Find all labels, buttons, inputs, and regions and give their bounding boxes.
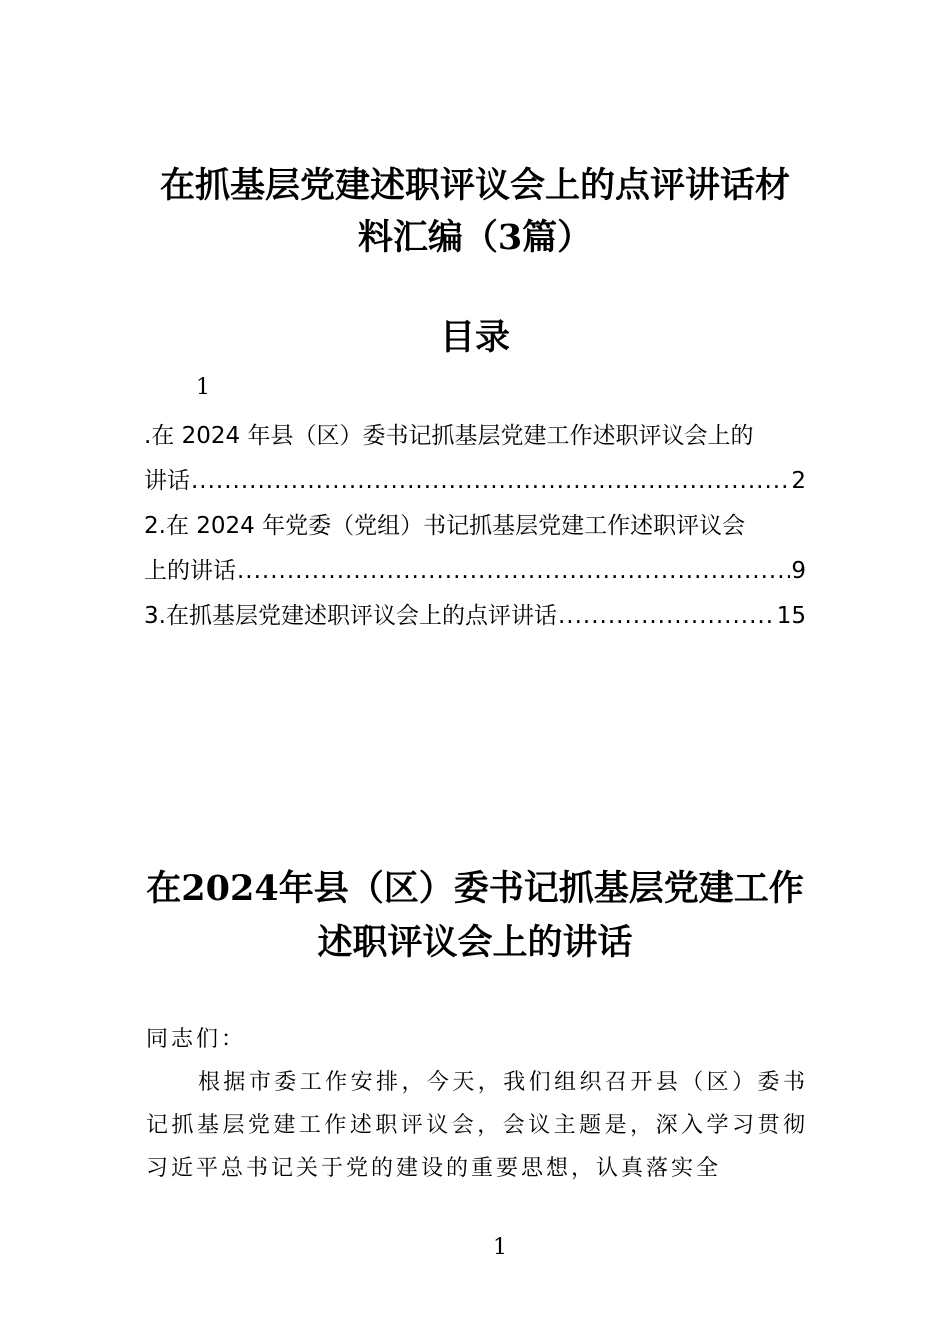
toc-entry-3-page[interactable]: 15 <box>776 603 806 629</box>
toc-entry-1-line1[interactable]: .在 2024 年县（区）委书记抓基层党建工作述职评议会上的 <box>144 423 754 449</box>
body-paragraph: 根据市委工作安排，今天，我们组织召开县（区）委书记抓基层党建工作述职评议会，会议主题是，深入学习贯彻习近平总书记关于党的建设的重要思想，认真落实全 <box>146 1070 808 1181</box>
toc-entry-1-page[interactable]: 2 <box>791 468 806 494</box>
toc-entry-2[interactable] <box>144 504 806 594</box>
toc-heading: 目录 <box>439 317 510 358</box>
table-of-contents <box>144 414 806 639</box>
toc-entry-3[interactable] <box>144 594 806 639</box>
toc-entry-1-line2[interactable]: 讲话 <box>144 468 190 494</box>
toc-stray-number: 1 <box>196 375 210 400</box>
toc-entry-3-title[interactable]: 3.在抓基层党建述职评议会上的点评讲话 <box>144 603 557 629</box>
document-title <box>140 160 810 264</box>
section-title <box>140 862 810 970</box>
toc-entry-2-page[interactable]: 9 <box>791 558 806 584</box>
toc-dot-leader <box>558 594 776 639</box>
speech-body <box>146 1018 808 1190</box>
section-title-line1: 在2024年县（区）委书记抓基层党建工作 <box>146 868 804 909</box>
toc-entry-2-line1[interactable]: 2.在 2024 年党委（党组）书记抓基层党建工作述职评议会 <box>144 513 746 539</box>
toc-dot-leader <box>191 459 790 504</box>
toc-dot-leader <box>237 549 790 594</box>
salutation: 同志们： <box>146 1027 247 1052</box>
document-title-line1: 在抓基层党建述职评议会上的点评讲话材 <box>159 165 790 206</box>
document-title-line2: 料汇编（3篇） <box>357 217 593 258</box>
toc-entry-1[interactable] <box>144 414 806 504</box>
toc-entry-2-line2[interactable]: 上的讲话 <box>144 558 236 584</box>
section-title-line2: 述职评议会上的讲话 <box>317 922 633 963</box>
page-number: 1 <box>493 1235 507 1260</box>
